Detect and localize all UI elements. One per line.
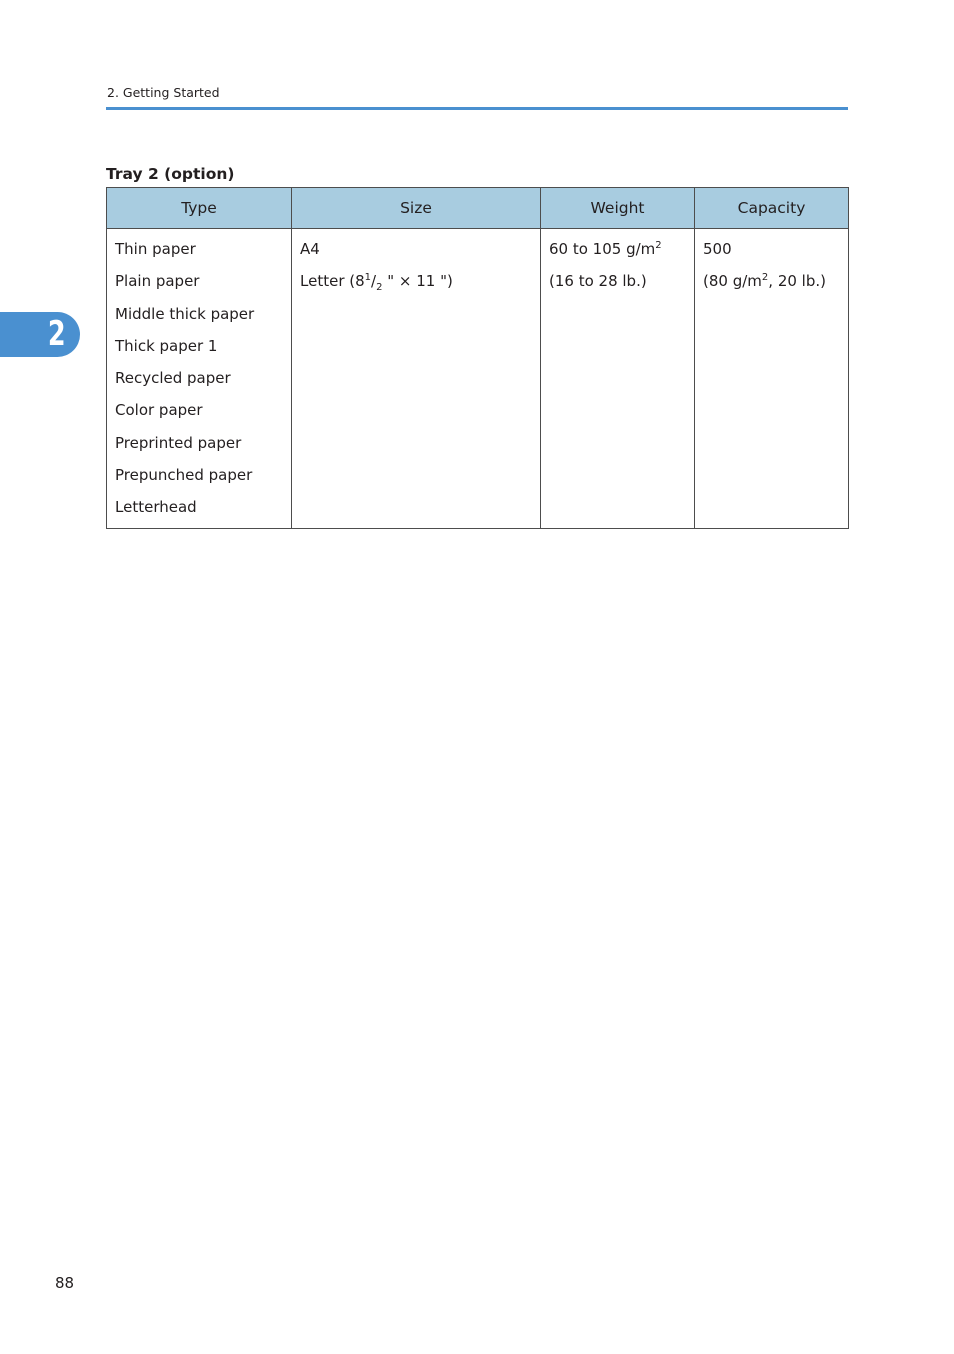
weight-cell xyxy=(541,229,695,529)
type-cell xyxy=(107,229,292,529)
chapter-tab xyxy=(0,312,80,357)
running-header: 2. Getting Started xyxy=(107,85,220,100)
capacity-cell xyxy=(695,229,849,529)
table-row xyxy=(107,229,849,529)
header-capacity: Capacity xyxy=(695,188,849,229)
capacity-basis xyxy=(703,269,840,301)
capacity-sheets: 500 xyxy=(703,240,732,258)
header-weight: Weight xyxy=(541,188,695,229)
chapter-number: 2 xyxy=(48,314,66,354)
weight-metric-text: 60 to 105 g/m xyxy=(549,240,656,258)
weight-imperial: (16 to 28 lb.) xyxy=(549,272,647,291)
weight-metric xyxy=(549,237,686,269)
type-item: Prepunched paper xyxy=(115,466,253,485)
paper-spec-table xyxy=(106,187,849,529)
type-item: Thin paper xyxy=(115,240,196,258)
size-cell xyxy=(292,229,541,529)
capacity-basis-prefix: (80 g/m xyxy=(703,272,762,291)
header-type: Type xyxy=(107,188,292,229)
size-a4: A4 xyxy=(300,240,320,258)
fraction-denominator: 2 xyxy=(376,282,383,294)
header-size: Size xyxy=(292,188,541,229)
fraction-numerator: 1 xyxy=(364,272,372,284)
size-letter-suffix: " × 11 ") xyxy=(382,272,453,291)
table-header-row xyxy=(107,188,849,229)
fraction-slash: / xyxy=(371,272,377,291)
type-item: Thick paper 1 xyxy=(115,336,218,355)
weight-exponent: 2 xyxy=(655,240,662,251)
type-item: Letterhead xyxy=(115,498,197,517)
capacity-exponent: 2 xyxy=(761,272,769,284)
page-number: 88 xyxy=(55,1274,75,1292)
type-item: Middle thick paper xyxy=(115,304,255,323)
type-item: Plain paper xyxy=(115,272,200,291)
header-rule xyxy=(106,107,848,110)
capacity-basis-suffix: , 20 lb.) xyxy=(768,272,826,291)
type-item: Recycled paper xyxy=(115,369,231,388)
type-item: Preprinted paper xyxy=(115,433,242,452)
type-item: Color paper xyxy=(115,401,203,420)
size-letter-prefix: Letter (8 xyxy=(300,272,365,291)
size-letter xyxy=(300,269,532,301)
section-title: Tray 2 (option) xyxy=(106,165,235,183)
